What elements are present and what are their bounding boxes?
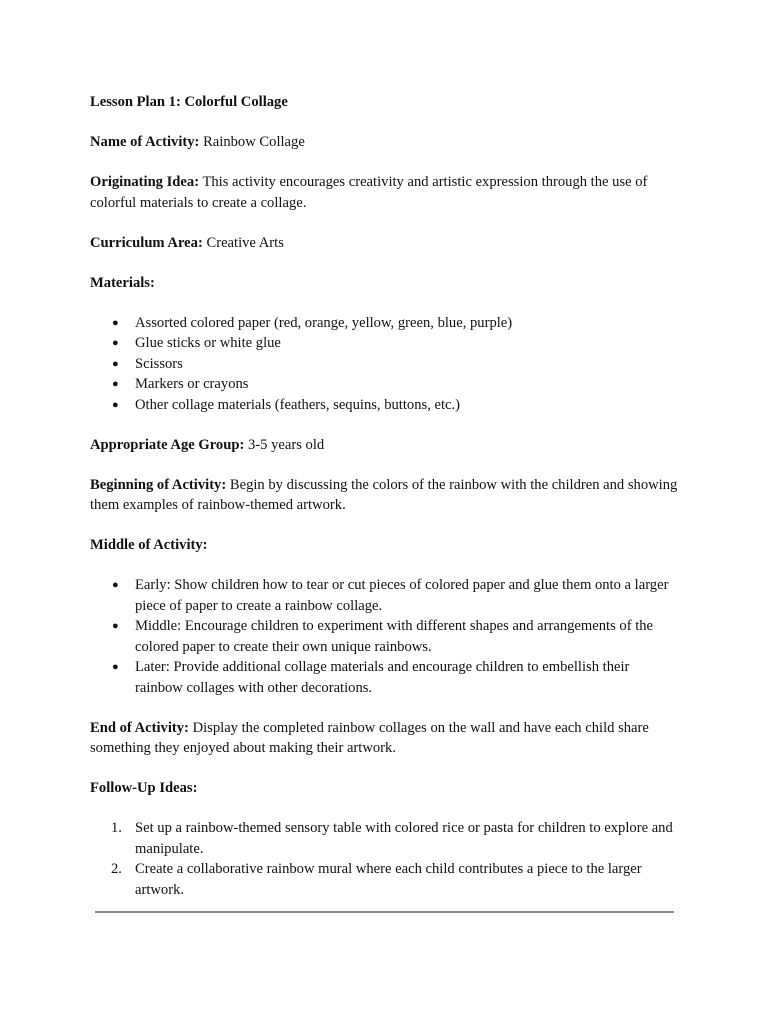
originating-idea-value: This activity encourages creativity and artistic expression through the use of colorful materials to create a collage. bbox=[90, 174, 648, 211]
list-item: 2. Create a collaborative rainbow mural where each child contributes a piece to the larger artwork. bbox=[111, 861, 642, 898]
list-item: ● Other collage materials (feathers, sequins, buttons, etc.) bbox=[135, 395, 680, 416]
list-number: 1. bbox=[111, 820, 122, 836]
follow-up-heading: Follow-Up Ideas: bbox=[90, 780, 198, 796]
page-title: Lesson Plan 1: Colorful Collage bbox=[90, 94, 288, 110]
bullet-icon: ● bbox=[112, 316, 119, 329]
bullet-icon: ● bbox=[112, 337, 119, 349]
list-number: 2. bbox=[111, 861, 122, 877]
bullet-icon: ● bbox=[112, 579, 119, 591]
beginning-of-activity bbox=[90, 475, 680, 516]
curriculum-area-label: Curriculum Area: bbox=[90, 234, 203, 251]
name-of-activity bbox=[90, 132, 680, 153]
curriculum-area-value: Creative Arts bbox=[202, 234, 284, 251]
bullet-icon: ● bbox=[112, 357, 119, 370]
bullet-icon: ● bbox=[112, 378, 119, 390]
materials-list bbox=[90, 313, 680, 416]
originating-idea-label: Originating Idea: bbox=[90, 174, 200, 190]
list-item: ● Early: Show children how to tear or cut pieces of colored paper and glue them onto a larger piece of paper to create a rainbow collage. bbox=[112, 577, 669, 614]
originating-idea bbox=[90, 172, 680, 213]
beginning-value: Begin by discussing the colors of the rainbow with the children and showing them examples of rainbow-themed artwork. bbox=[90, 476, 678, 513]
age-group bbox=[90, 435, 680, 456]
age-group-label: Appropriate Age Group: bbox=[90, 436, 245, 453]
list-item: ● Later: Provide additional collage materials and encourage children to embellish their rainbow collages with other decorations. bbox=[112, 659, 630, 696]
bullet-icon: ● bbox=[112, 620, 119, 632]
curriculum-area bbox=[90, 233, 680, 254]
name-of-activity-label: Name of Activity: bbox=[90, 134, 200, 150]
list-item: 1. Set up a rainbow-themed sensory table with colored rice or pasta for children to explore and manipulate. bbox=[111, 820, 673, 857]
age-group-value: 3-5 years old bbox=[244, 436, 325, 453]
beginning-label: Beginning of Activity: bbox=[90, 476, 227, 493]
end-of-activity bbox=[90, 718, 680, 759]
end-label: End of Activity: bbox=[90, 719, 189, 736]
name-of-activity-value: Rainbow Collage bbox=[199, 134, 305, 150]
follow-up-list bbox=[90, 818, 680, 900]
end-value: Display the completed rainbow collages on the wall and have each child share something they enjoyed about making their artwork. bbox=[90, 719, 649, 756]
bullet-icon: ● bbox=[112, 398, 119, 411]
bullet-icon: ● bbox=[112, 661, 119, 673]
middle-list bbox=[90, 575, 680, 698]
list-item: ● Scissors bbox=[135, 354, 680, 375]
list-item: ● Glue sticks or white glue bbox=[135, 333, 680, 354]
middle-heading: Middle of Activity: bbox=[90, 537, 208, 553]
materials-heading: Materials: bbox=[90, 274, 155, 291]
list-item: ● Assorted colored paper (red, orange, yellow, green, blue, purple) bbox=[135, 313, 680, 334]
horizontal-divider bbox=[95, 911, 674, 913]
list-item: ● Middle: Encourage children to experiment with different shapes and arrangements of the colored paper to create their own unique rainbows. bbox=[112, 618, 654, 655]
document-body bbox=[90, 92, 680, 920]
list-item: ● Markers or crayons bbox=[135, 374, 680, 395]
